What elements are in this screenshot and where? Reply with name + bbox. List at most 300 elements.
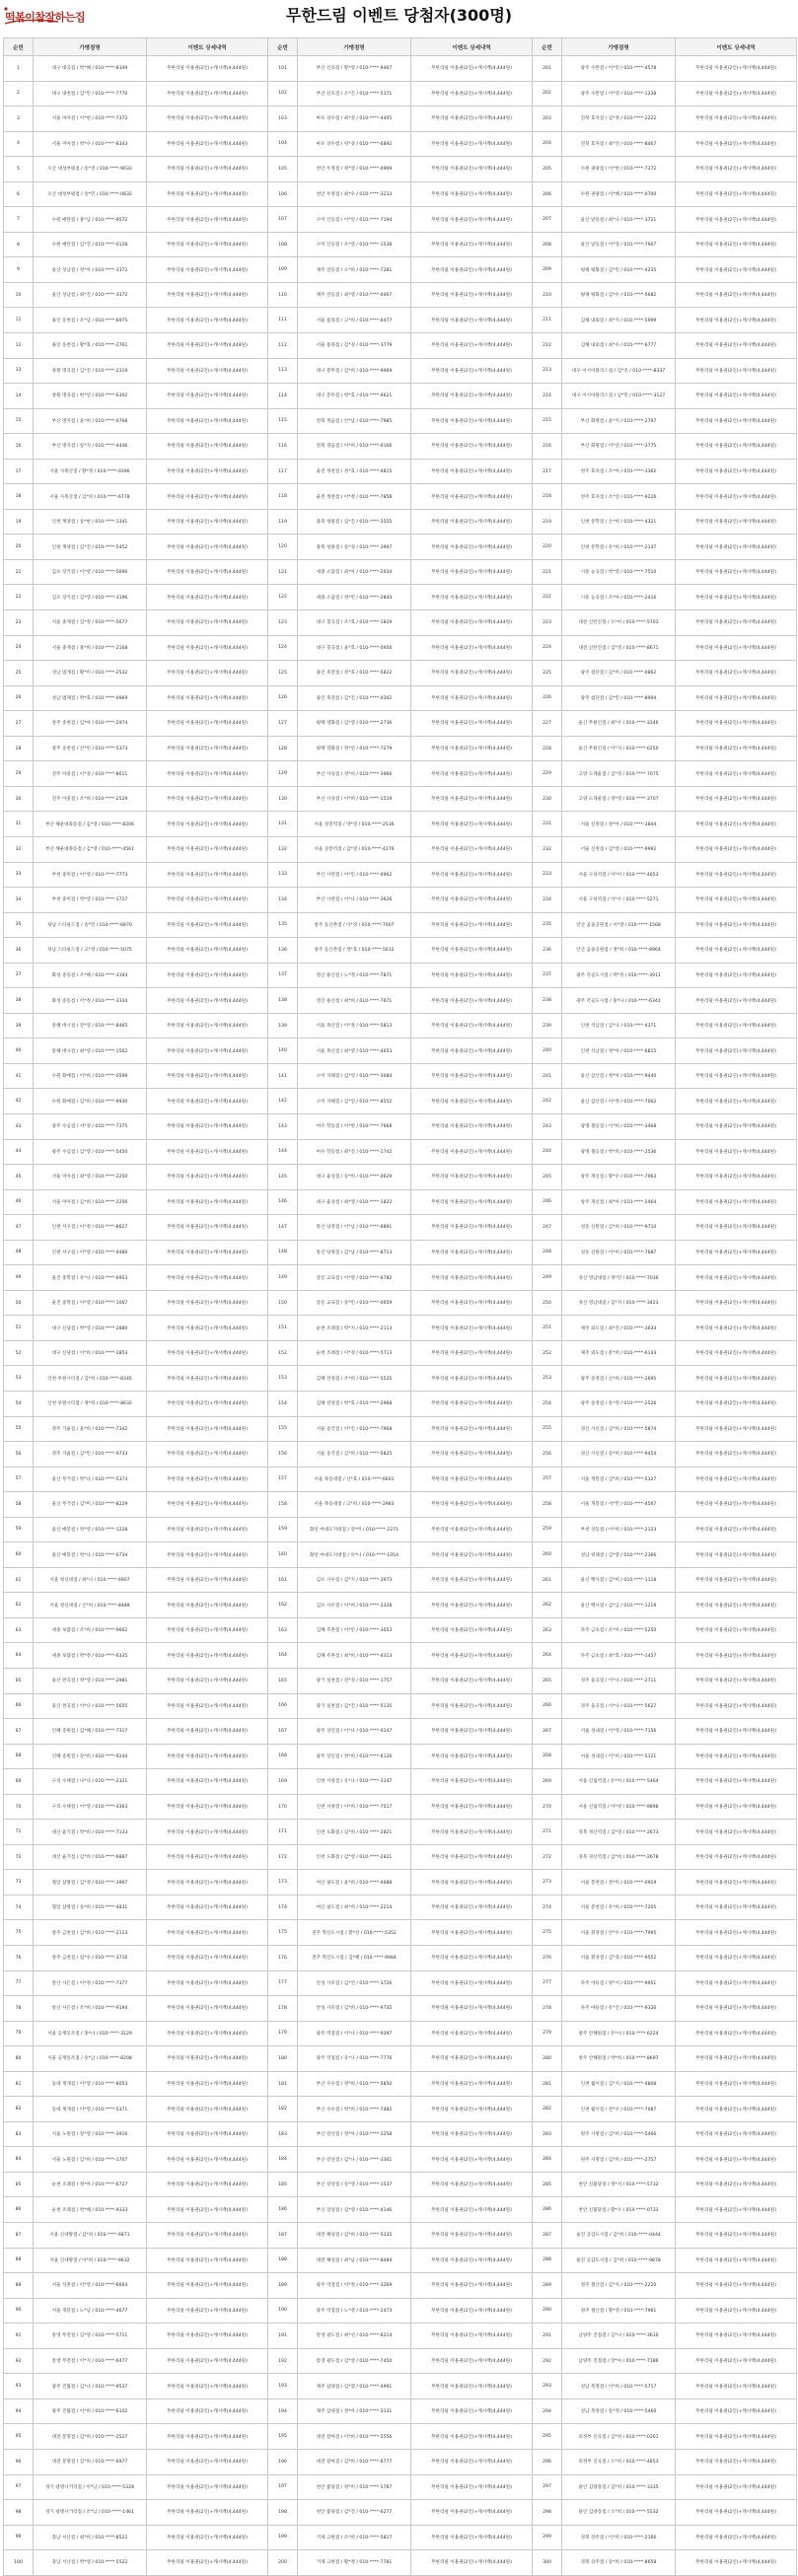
winner-no: 226 <box>533 685 562 711</box>
winner-event-detail: 무한리필 이용권(2인)+캐시백(4,444원) <box>411 1669 533 1694</box>
table-row <box>4 1669 797 1694</box>
winner-event-detail: 무한리필 이용권(2인)+캐시백(4,444원) <box>411 2121 533 2147</box>
table-row <box>4 1013 797 1038</box>
winner-store: 김해 연청점 / 박*효 / 010-****-2968 <box>298 1391 411 1416</box>
winner-no: 169 <box>268 1769 298 1795</box>
table-row <box>4 1316 797 1341</box>
table-row <box>4 963 797 988</box>
winner-event-detail: 무한리필 이용권(2인)+캐시백(4,444원) <box>147 157 268 182</box>
table-row <box>4 181 797 207</box>
winner-no: 215 <box>533 408 562 434</box>
winner-event-detail: 무한리필 이용권(2인)+캐시백(4,444원) <box>411 1895 533 1920</box>
winner-store: 용인 죽전점 / 정*효 / 010-****-5822 <box>298 661 411 686</box>
winner-store: 부산 사상점 / 이*희 / 010-****-1519 <box>298 786 411 812</box>
winner-event-detail: 무한리필 이용권(2인)+캐시백(4,444원) <box>147 1996 268 2022</box>
table-row <box>4 1189 797 1215</box>
winner-no: 228 <box>533 736 562 761</box>
winner-store: 여수 학동점 / 이*현 / 010-****-7668 <box>298 1113 411 1139</box>
winner-store: 통산 당정점 / 김*남 / 010-****-8713 <box>298 1240 411 1265</box>
winner-event-detail: 무한리필 이용권(2인)+캐시백(4,444원) <box>411 1996 533 2022</box>
winner-no: 238 <box>533 988 562 1014</box>
winner-event-detail: 무한리필 이용권(2인)+캐시백(4,444원) <box>411 1038 533 1064</box>
winner-no: 275 <box>533 1920 562 1946</box>
winner-event-detail: 무한리필 이용권(2인)+캐시백(4,444원) <box>147 988 268 1014</box>
winner-no: 122 <box>268 585 298 610</box>
winner-store: 울진 중학점 / 이*영 / 010-****-1067 <box>34 1290 147 1316</box>
winner-store: 김해 연청점 / 조*희 / 010-****-5535 <box>298 1366 411 1392</box>
winner-store: 성남 복정점 / 이*희 / 010-****-5717 <box>562 2374 676 2399</box>
winner-store: 통산 사은점 / 이*정 / 010-****-7377 <box>34 1970 147 1996</box>
winner-store: 경북 경산역점 / 김*희 / 010-****-2678 <box>562 1844 676 1870</box>
winner-event-detail: 무한리필 이용권(2인)+캐시백(4,444원) <box>147 2197 268 2223</box>
winner-no: 12 <box>4 333 34 359</box>
winner-event-detail: 무한리필 이용권(2인)+캐시백(4,444원) <box>676 1920 797 1946</box>
winner-no: 269 <box>533 1769 562 1795</box>
winner-no: 62 <box>4 1593 34 1618</box>
winner-event-detail: 무한리필 이용권(2인)+캐시백(4,444원) <box>676 812 797 837</box>
winner-no: 98 <box>4 2500 34 2526</box>
winner-no: 229 <box>533 761 562 787</box>
table-row <box>4 207 797 233</box>
winner-store: 성남 범계점 / 박*효 / 010-****-0969 <box>34 685 147 711</box>
winner-event-detail: 무한리필 이용권(2인)+캐시백(4,444원) <box>147 1970 268 1996</box>
winner-no: 42 <box>4 1089 34 1114</box>
winner-event-detail: 무한리필 이용권(2인)+캐시백(4,444원) <box>411 1769 533 1795</box>
winner-no: 255 <box>533 1416 562 1442</box>
winner-event-detail: 무한리필 이용권(2인)+캐시백(4,444원) <box>147 308 268 333</box>
winner-store: 울산 천곡점 / 정*영 / 010-****-2981 <box>34 1669 147 1694</box>
table-row <box>4 711 797 737</box>
winner-event-detail: 무한리필 이용권(2인)+캐시백(4,444원) <box>411 2398 533 2424</box>
winner-store: 용인 김량장점 / 오*희 / 010-****-5532 <box>562 2500 676 2526</box>
winner-no: 186 <box>268 2197 298 2223</box>
winner-store: 세종 소담점 / 정*민 / 010-****-2844 <box>298 585 411 610</box>
winner-event-detail: 무한리필 이용권(2인)+캐시백(4,444원) <box>147 282 268 308</box>
winner-store: 대구 칠곡점 / 윤*효 / 010-****-0956 <box>298 635 411 661</box>
winner-store: 대구 봉무점 / 김*희 / 010-****-9969 <box>298 358 411 384</box>
winner-no: 76 <box>4 1946 34 1971</box>
winner-event-detail: 무한리필 이용권(2인)+캐시백(4,444원) <box>411 1542 533 1568</box>
winner-no: 259 <box>533 1517 562 1542</box>
winner-no: 71 <box>4 1820 34 1845</box>
winner-store: 울산 매봉점 / 박*영 / 010-****-1228 <box>34 1517 147 1542</box>
winner-event-detail: 무한리필 이용권(2인)+캐시백(4,444원) <box>676 1719 797 1745</box>
winner-event-detail: 무한리필 이용권(2인)+캐시백(4,444원) <box>147 232 268 257</box>
winner-store: 창원 명곡점 / 김*진 / 010-****-2319 <box>34 358 147 384</box>
winner-no: 19 <box>4 509 34 535</box>
winner-no: 36 <box>4 938 34 964</box>
winner-event-detail: 무한리필 이용권(2인)+캐시백(4,444원) <box>147 862 268 888</box>
winner-store: 울산 삼산점 / 정*아 / 010-****-9440 <box>562 1063 676 1089</box>
winner-event-detail: 무한리필 이용권(2인)+캐시백(4,444원) <box>676 2324 797 2349</box>
winner-no: 208 <box>533 232 562 257</box>
winner-no: 204 <box>533 131 562 157</box>
winner-store: 대산 율기점 / 김*희 / 010-****-6887 <box>34 1844 147 1870</box>
winner-event-detail: 무한리필 이용권(2인)+캐시백(4,444원) <box>411 1492 533 1518</box>
winner-no: 179 <box>268 2021 298 2046</box>
winner-event-detail: 무한리필 이용권(2인)+캐시백(4,444원) <box>147 131 268 157</box>
winner-event-detail: 무한리필 이용권(2인)+캐시백(4,444원) <box>411 2449 533 2474</box>
winner-store: 화성 송동점 / 이*정 / 010-****-3334 <box>34 988 147 1014</box>
winner-event-detail: 무한리필 이용권(2인)+캐시백(4,444원) <box>676 1013 797 1038</box>
table-row <box>4 232 797 257</box>
winner-no: 105 <box>268 157 298 182</box>
winner-event-detail: 무한리필 이용권(2인)+캐시백(4,444원) <box>147 1366 268 1392</box>
winner-no: 246 <box>533 1189 562 1215</box>
table-row <box>4 1870 797 1896</box>
table-row <box>4 56 797 82</box>
winner-store: 광주 역점점 / 노*정 / 010-****-2473 <box>298 2298 411 2324</box>
winner-store: 울전 정천점 / 정*효 / 010-****-4815 <box>298 459 411 484</box>
winner-store: 대구 율상점 / 최*영 / 010-****-1822 <box>298 1189 411 1215</box>
winner-event-detail: 무한리필 이용권(2인)+캐시백(4,444원) <box>411 1820 533 1845</box>
winner-event-detail: 무한리필 이용권(2인)+캐시백(4,444원) <box>147 1290 268 1316</box>
winner-event-detail: 무한리필 이용권(2인)+캐시백(4,444원) <box>147 333 268 359</box>
table-row <box>4 761 797 787</box>
winner-no: 262 <box>533 1593 562 1618</box>
winner-store: 울진 공감도시점 / 김*희 / 010-****-0444 <box>562 2223 676 2249</box>
winner-no: 296 <box>533 2449 562 2474</box>
winner-store: 부산 신호점 / 오*진 / 010-****-5371 <box>298 81 411 107</box>
winner-no: 123 <box>268 610 298 636</box>
winner-no: 129 <box>268 761 298 787</box>
table-row <box>4 358 797 384</box>
winner-store: 창주 동산촌점 / 이*경 / 010-****-7007 <box>298 912 411 938</box>
winner-store: 대전 봉명점 / 김*희 / 010-****-2527 <box>34 2424 147 2450</box>
winner-event-detail: 무한리필 이용권(2인)+캐시백(4,444원) <box>676 2097 797 2122</box>
winner-event-detail: 무한리필 이용권(2인)+캐시백(4,444원) <box>676 384 797 409</box>
winner-no: 193 <box>268 2374 298 2399</box>
winner-no: 213 <box>533 358 562 384</box>
winner-event-detail: 무한리필 이용권(2인)+캐시백(4,444원) <box>676 1844 797 1870</box>
winner-event-detail: 무한리필 이용권(2인)+캐시백(4,444원) <box>147 2273 268 2299</box>
winner-event-detail: 무한리필 이용권(2인)+캐시백(4,444원) <box>411 1844 533 1870</box>
winner-no: 119 <box>268 509 298 535</box>
winner-store: 서울 구의역점 / 이*수 / 010-****-5271 <box>562 888 676 913</box>
winner-no: 223 <box>533 610 562 636</box>
winner-event-detail: 무한리필 이용권(2인)+캐시백(4,444원) <box>676 1693 797 1719</box>
winner-event-detail: 무한리필 이용권(2인)+캐시백(4,444원) <box>411 685 533 711</box>
winner-store: 부산 사면점 / 이*민 / 010-****-0962 <box>298 862 411 888</box>
winner-event-detail: 무한리필 이용권(2인)+캐시백(4,444원) <box>676 282 797 308</box>
winner-event-detail: 무한리필 이용권(2인)+캐시백(4,444원) <box>147 1215 268 1241</box>
winner-store: 시흥 능곡점 / 박*영 / 010-****-7510 <box>562 559 676 585</box>
winner-no: 24 <box>4 635 34 661</box>
winner-event-detail: 무한리필 이용권(2인)+캐시백(4,444원) <box>147 836 268 862</box>
winner-event-detail: 무한리필 이용권(2인)+캐시백(4,444원) <box>411 131 533 157</box>
winner-event-detail: 무한리필 이용권(2인)+캐시백(4,444원) <box>676 484 797 510</box>
winner-event-detail: 무한리필 이용권(2인)+캐시백(4,444원) <box>147 384 268 409</box>
winner-event-detail: 무한리필 이용권(2인)+캐시백(4,444원) <box>411 2147 533 2173</box>
winner-store: 천안 불당점 / 정*미 / 010-****-1787 <box>298 2474 411 2500</box>
winner-store: 통영 무전점 / 김*영 / 010-****-5711 <box>34 2324 147 2349</box>
winner-event-detail: 무한리필 이용권(2인)+캐시백(4,444원) <box>411 282 533 308</box>
winner-event-detail: 무한리필 이용권(2인)+캐시백(4,444원) <box>147 1794 268 1820</box>
brand-logo-text: 떡볶이참잘하는집 <box>5 11 86 24</box>
winner-store: 파주 금초점 / 조*아 / 010-****-5250 <box>562 1617 676 1643</box>
winner-event-detail: 무한리필 이용권(2인)+캐시백(4,444원) <box>147 2097 268 2122</box>
winner-event-detail: 무한리필 이용권(2인)+캐시백(4,444원) <box>676 1769 797 1795</box>
winner-no: 99 <box>4 2525 34 2550</box>
winner-no: 162 <box>268 1593 298 1618</box>
winner-event-detail: 무한리필 이용권(2인)+캐시백(4,444원) <box>411 1567 533 1593</box>
table-row <box>4 559 797 585</box>
winner-no: 81 <box>4 2071 34 2097</box>
winner-store: 경북 상주점 / 송*희 / 010-****-8658 <box>562 2550 676 2576</box>
winners-table-body <box>4 56 797 2576</box>
winner-event-detail: 무한리필 이용권(2인)+캐시백(4,444원) <box>147 761 268 787</box>
winner-store: 성동 신원점 / 이*미 / 010-****-7687 <box>562 1240 676 1265</box>
winner-store: 광주 수완점 / 이*빈 / 010-****-4578 <box>562 56 676 82</box>
winner-event-detail: 무한리필 이용권(2인)+캐시백(4,444원) <box>147 1139 268 1165</box>
winner-event-detail: 무한리필 이용권(2인)+캐시백(4,444원) <box>147 509 268 535</box>
winner-store: 전주 아중점 / 이*경 / 010-****-8611 <box>34 761 147 787</box>
winner-no: 232 <box>533 836 562 862</box>
winner-no: 154 <box>268 1391 298 1416</box>
winner-no: 15 <box>4 408 34 434</box>
winner-store: 강릉 교육점 / 이*영 / 010-****-6782 <box>298 1265 411 1291</box>
winner-event-detail: 무한리필 이용권(2인)+캐시백(4,444원) <box>147 635 268 661</box>
winner-store: 창원 명곡점 / 한*연 / 010-****-6302 <box>34 384 147 409</box>
table-row <box>4 157 797 182</box>
winner-no: 156 <box>268 1442 298 1467</box>
winner-event-detail: 무한리필 이용권(2인)+캐시백(4,444원) <box>147 358 268 384</box>
winner-store: 부산 해운대좌동점 / 김*영 / 010-****-4561 <box>34 836 147 862</box>
winner-store: 용인 동천점 / 조*남 / 010-****-6975 <box>34 308 147 333</box>
winner-no: 173 <box>268 1870 298 1896</box>
winner-event-detail: 무한리필 이용권(2인)+캐시백(4,444원) <box>147 2021 268 2046</box>
winner-store: 인천 서구점 / 이*영 / 010-****-4480 <box>34 1240 147 1265</box>
winner-no: 94 <box>4 2398 34 2424</box>
winner-store: 대구 봉무점 / 박*효 / 010-****-4621 <box>298 384 411 409</box>
winner-no: 35 <box>4 912 34 938</box>
table-row <box>4 938 797 964</box>
table-row <box>4 2121 797 2147</box>
winner-event-detail: 무한리필 이용권(2인)+캐시백(4,444원) <box>147 2147 268 2173</box>
winner-store: 전주 혁신도시점 / 김*혜 / 010-****-9984 <box>298 1946 411 1971</box>
winner-no: 74 <box>4 1895 34 1920</box>
winner-store: 울산 달동점 / 이*영 / 010-****-7907 <box>562 232 676 257</box>
winner-event-detail: 무한리필 이용권(2인)+캐시백(4,444원) <box>676 1794 797 1820</box>
winner-event-detail: 무한리필 이용권(2인)+캐시백(4,444원) <box>411 1366 533 1392</box>
winner-store: 하남 스타필드점 / 고*정 / 010-****-5075 <box>34 938 147 964</box>
winner-store: 광주 첨단점 / 김*미 / 010-****-0862 <box>562 661 676 686</box>
winner-store: 창주 금천점 / 엄*수 / 010-****-3716 <box>34 1946 147 1971</box>
winner-no: 47 <box>4 1215 34 1241</box>
winner-no: 100 <box>4 2550 34 2576</box>
winner-event-detail: 무한리필 이용권(2인)+캐시백(4,444원) <box>676 1970 797 1996</box>
winner-no: 234 <box>533 888 562 913</box>
winner-event-detail: 무한리필 이용권(2인)+캐시백(4,444원) <box>147 1920 268 1946</box>
winner-no: 32 <box>4 836 34 862</box>
table-row <box>4 434 797 460</box>
table-row <box>4 1165 797 1190</box>
winner-event-detail: 무한리필 이용권(2인)+캐시백(4,444원) <box>147 535 268 560</box>
winner-store: 안성 사모점 / 김*연 / 010-****-3726 <box>298 1970 411 1996</box>
winner-event-detail: 무한리필 이용권(2인)+캐시백(4,444원) <box>676 257 797 283</box>
winner-event-detail: 무한리필 이용권(2인)+캐시백(4,444원) <box>147 2071 268 2097</box>
winner-store: 제주 삼양점 / 김*영 / 010-****-4991 <box>298 2374 411 2399</box>
winner-no: 7 <box>4 207 34 233</box>
winner-store: 울산 성남점 / 최*진 / 010-****-3372 <box>34 282 147 308</box>
winner-event-detail: 무한리필 이용권(2인)+캐시백(4,444원) <box>147 2500 268 2526</box>
table-row <box>4 862 797 888</box>
winner-store: 시흥 능곡점 / 조*아 / 010-****-2416 <box>562 585 676 610</box>
winner-no: 220 <box>533 535 562 560</box>
winner-store: 광주 송정점 / 신*희 / 010-****-2695 <box>562 1366 676 1392</box>
winner-event-detail: 무한리필 이용권(2인)+캐시백(4,444원) <box>147 1038 268 1064</box>
winner-store: 부산 명지점 / 윤*희 / 010-****-0768 <box>34 408 147 434</box>
winner-event-detail: 무한리필 이용권(2인)+캐시백(4,444원) <box>411 1517 533 1542</box>
winner-no: 114 <box>268 384 298 409</box>
winner-no: 201 <box>533 56 562 82</box>
winner-event-detail: 무한리필 이용권(2인)+캐시백(4,444원) <box>676 2172 797 2197</box>
winner-event-detail: 무한리필 이용권(2인)+캐시백(4,444원) <box>147 207 268 233</box>
winner-no: 233 <box>533 862 562 888</box>
winner-store: 김해 내외점 / 최*수 / 010-****-6777 <box>562 333 676 359</box>
winner-event-detail: 무한리필 이용권(2인)+캐시백(4,444원) <box>411 1240 533 1265</box>
winner-event-detail: 무한리필 이용권(2인)+캐시백(4,444원) <box>411 812 533 837</box>
winner-no: 195 <box>268 2424 298 2450</box>
winner-store: 대구 칠곡점 / 조*효 / 010-****-1829 <box>298 610 411 636</box>
table-row <box>4 2046 797 2072</box>
winner-no: 281 <box>533 2071 562 2097</box>
winner-event-detail: 무한리필 이용권(2인)+캐시백(4,444원) <box>411 1290 533 1316</box>
winner-store: 인천 계양점 / 송*현 / 010-****-1341 <box>34 509 147 535</box>
winner-no: 79 <box>4 2021 34 2046</box>
winner-no: 130 <box>268 786 298 812</box>
winner-event-detail: 무한리필 이용권(2인)+캐시백(4,444원) <box>676 1820 797 1845</box>
winner-event-detail: 무한리필 이용권(2인)+캐시백(4,444원) <box>411 1089 533 1114</box>
winner-no: 205 <box>533 157 562 182</box>
winner-no: 239 <box>533 1013 562 1038</box>
winner-store: 울산 백사점 / 김*희 / 010-****-1118 <box>562 1567 676 1593</box>
winner-event-detail: 무한리필 이용권(2인)+캐시백(4,444원) <box>676 81 797 107</box>
winner-store: 인천 문학점 / 유*희 / 010-****-2137 <box>562 535 676 560</box>
winner-no: 288 <box>533 2248 562 2273</box>
table-row <box>4 2147 797 2173</box>
winner-event-detail: 무한리필 이용권(2인)+캐시백(4,444원) <box>676 836 797 862</box>
winner-store: 남양주 진접점 / 장*아 / 010-****-7186 <box>562 2348 676 2374</box>
winner-event-detail: 무한리필 이용권(2인)+캐시백(4,444원) <box>147 1316 268 1341</box>
winner-store: 화성 송동점 / 조*혜 / 010-****-3193 <box>34 963 147 988</box>
table-row <box>4 1996 797 2022</box>
winner-no: 21 <box>4 559 34 585</box>
winner-store: 하남 스타필드점 / 송*민 / 010-****-6870 <box>34 912 147 938</box>
winner-event-detail: 무한리필 이용권(2인)+캐시백(4,444원) <box>676 1669 797 1694</box>
winner-no: 264 <box>533 1643 562 1669</box>
winner-no: 181 <box>268 2071 298 2097</box>
winner-no: 55 <box>4 1416 34 1442</box>
winner-store: 구미 지헤점 / 김*연 / 010-****-3084 <box>298 1063 411 1089</box>
winner-event-detail: 무한리필 이용권(2인)+캐시백(4,444원) <box>147 1895 268 1920</box>
winner-store: 원주 사명점 / 김*희 / 010-****-5466 <box>562 2121 676 2147</box>
winner-store: 대구 신당점 / 박*영 / 010-****-2880 <box>34 1316 147 1341</box>
winner-store: 성남 복정점 / 송*정 / 010-****-5460 <box>562 2398 676 2424</box>
winner-store: 서울 휘경점 / 김*경 / 010-****-9552 <box>562 1946 676 1971</box>
winner-store: 김해 내외점 / 최*지 / 010-****-5999 <box>562 308 676 333</box>
winner-store: 서울 신대방점 / 김*희 / 010-****-6871 <box>34 2223 147 2249</box>
winner-store: 인천 석남점 / 정*아 / 010-****-6815 <box>562 1038 676 1064</box>
winner-event-detail: 무한리필 이용권(2인)+캐시백(4,444원) <box>411 1643 533 1669</box>
winner-event-detail: 무한리필 이용권(2인)+캐시백(4,444원) <box>676 988 797 1014</box>
winner-store: 광주 수심점 / 서*경 / 010-****-7375 <box>34 1113 147 1139</box>
winner-event-detail: 무한리필 이용권(2인)+캐시백(4,444원) <box>676 459 797 484</box>
winner-event-detail: 무한리필 이용권(2인)+캐시백(4,444원) <box>411 711 533 737</box>
winner-no: 104 <box>268 131 298 157</box>
winner-no: 61 <box>4 1567 34 1593</box>
winner-no: 38 <box>4 988 34 1014</box>
winner-store: 세종 소담점 / 최*아 / 010-****-2034 <box>298 559 411 585</box>
winner-event-detail: 무한리필 이용권(2인)+캐시백(4,444원) <box>147 2348 268 2374</box>
winner-no: 273 <box>533 1870 562 1896</box>
winner-no: 117 <box>268 459 298 484</box>
table-row <box>4 1442 797 1467</box>
winner-event-detail: 무한리필 이용권(2인)+캐시백(4,444원) <box>411 408 533 434</box>
winner-event-detail: 무한리필 이용권(2인)+캐시백(4,444원) <box>676 333 797 359</box>
winner-event-detail: 무한리필 이용권(2인)+캐시백(4,444원) <box>676 585 797 610</box>
winner-event-detail: 무한리필 이용권(2인)+캐시백(4,444원) <box>676 207 797 233</box>
table-row <box>4 2071 797 2097</box>
winner-event-detail: 무한리필 이용권(2인)+캐시백(4,444원) <box>147 610 268 636</box>
winner-store: 경산 사신점 / 김*희 / 010-****-5874 <box>562 1416 676 1442</box>
table-row <box>4 1038 797 1064</box>
winner-no: 67 <box>4 1719 34 1745</box>
winner-store: 경산 영남대점 / 정*민 / 010-****-7036 <box>562 1265 676 1291</box>
winner-no: 157 <box>268 1467 298 1492</box>
col-header-no: 순번 <box>533 38 562 56</box>
winner-event-detail: 무한리필 이용권(2인)+캐시백(4,444원) <box>676 358 797 384</box>
winner-no: 39 <box>4 1013 34 1038</box>
winner-store: 천안 두정점 / 정*영 / 010-****-0909 <box>298 157 411 182</box>
winner-event-detail: 무한리필 이용권(2인)+캐시백(4,444원) <box>676 181 797 207</box>
winner-store: 영산 용산점 / 노*정 / 010-****-7871 <box>298 963 411 988</box>
winner-store: 서울 신림역점 / 이*영 / 010-****-9898 <box>562 1794 676 1820</box>
winner-no: 70 <box>4 1794 34 1820</box>
winner-store: 남양주 진접점 / 김*나 / 010-****-3610 <box>562 2324 676 2349</box>
winner-store: 구미 지헤점 / 김*연 / 010-****-8552 <box>298 1089 411 1114</box>
winner-event-detail: 무한리필 이용권(2인)+캐시백(4,444원) <box>147 484 268 510</box>
winner-event-detail: 무한리필 이용권(2인)+캐시백(4,444원) <box>676 559 797 585</box>
winner-store: 대구 대곡점 / 박*혜 / 010-****-8349 <box>34 56 147 82</box>
winner-no: 258 <box>533 1492 562 1518</box>
winner-store: 오산 대성부평점 / 송*민 / 010-****-0832 <box>34 181 147 207</box>
winner-no: 95 <box>4 2424 34 2450</box>
winner-no: 87 <box>4 2223 34 2249</box>
winner-no: 4 <box>4 131 34 157</box>
winner-event-detail: 무한리필 이용권(2인)+캐시백(4,444원) <box>147 2374 268 2399</box>
winner-no: 249 <box>533 1265 562 1291</box>
winner-no: 30 <box>4 786 34 812</box>
winner-event-detail: 무한리필 이용권(2인)+캐시백(4,444원) <box>411 2273 533 2299</box>
winner-store: 서울 개봉점 / 노*남 / 010-****-4677 <box>34 2298 147 2324</box>
winner-no: 18 <box>4 484 34 510</box>
winner-event-detail: 무한리필 이용권(2인)+캐시백(4,444원) <box>676 888 797 913</box>
winner-no: 284 <box>533 2147 562 2173</box>
winner-no: 254 <box>533 1391 562 1416</box>
winner-no: 277 <box>533 1970 562 1996</box>
winner-no: 25 <box>4 661 34 686</box>
winner-event-detail: 무한리필 이용권(2인)+캐시백(4,444원) <box>147 107 268 132</box>
winner-store: 부산 강선점 / 김*나 / 010-****-3301 <box>298 2147 411 2173</box>
winner-event-detail: 무한리필 이용권(2인)+캐시백(4,444원) <box>147 1820 268 1845</box>
col-header-event: 이벤트 상세내역 <box>676 38 797 56</box>
winner-no: 34 <box>4 888 34 913</box>
winner-store: 제주 연동점 / 오*희 / 010-****-7281 <box>298 257 411 283</box>
winner-store: 경산 사신점 / 송*희 / 010-****-9454 <box>562 1442 676 1467</box>
winner-store: 순천 조례점 / 박*혜 / 010-****-9333 <box>34 2197 147 2223</box>
winner-event-detail: 무한리필 이용권(2인)+캐시백(4,444원) <box>411 1113 533 1139</box>
